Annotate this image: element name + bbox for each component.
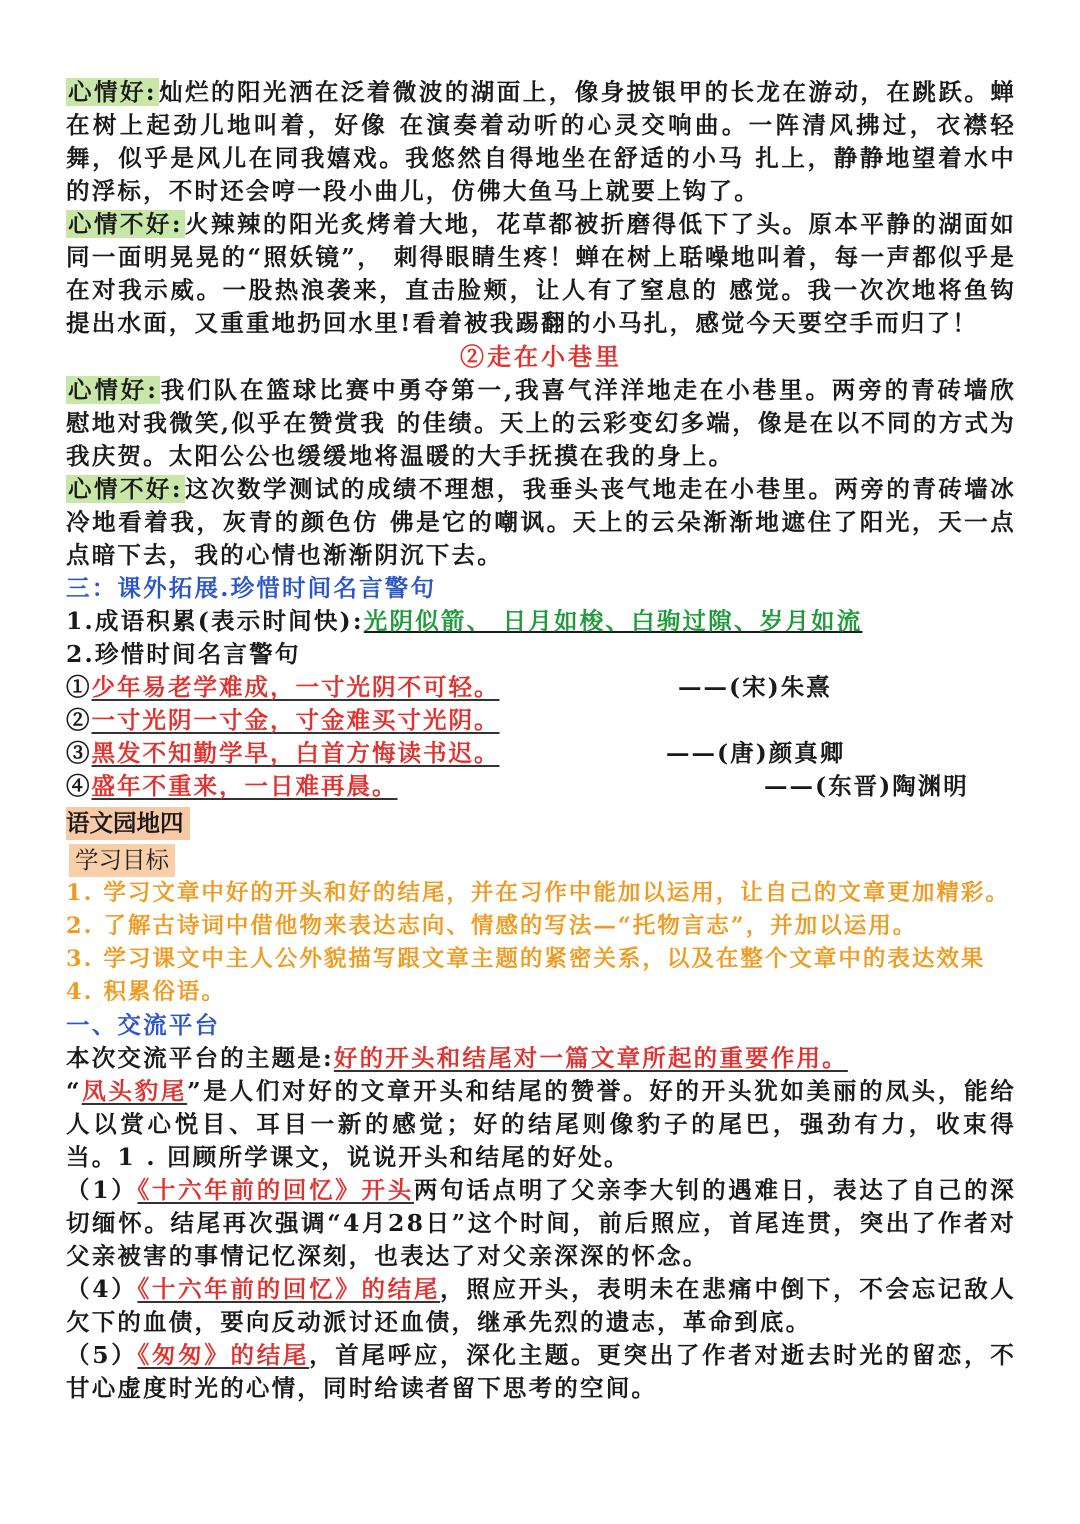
heading-extension: 三：课外拓展.珍惜时间名言警句 bbox=[66, 574, 437, 602]
item-text: ，首尾呼应，深化主题。更突出了作者对逝去时光的留恋，不甘心虚度时光的心情，同时给读者留下思考的空间。 bbox=[66, 1341, 1016, 1402]
text-good-mood: 灿烂的阳光洒在泛着微波的湖面上，像身披银甲的长龙在游动，在跳跃。蝉在树上起劲儿地叫着，好像 在演奏着动听的心灵交响曲。一阵清风拂过，衣襟轻舞，似乎是风儿在同我嬉戏。我悠然自得地坐在舒适的小马 扎上，静静地望着水中的浮标，不时还会哼一段小曲儿，仿佛大鱼马上就要上钩了。 bbox=[66, 78, 1016, 205]
item-text: ，照应开头，表明未在悲痛中倒下，不会忘记敌人欠下的血债，要向反动派讨还血债，继承先烈的遗志，革命到底。 bbox=[66, 1275, 1016, 1336]
item-title: 《十六年前的回忆》的结尾 bbox=[137, 1275, 441, 1303]
paragraph-bad-mood-alley bbox=[66, 473, 1016, 572]
item-4 bbox=[66, 1273, 1016, 1339]
goal-4: 4. 积累俗语。 bbox=[66, 979, 226, 1005]
idiom-prefix: 1.成语积累(表示时间快): bbox=[66, 607, 364, 635]
fengtou-term: 凤头豹尾 bbox=[81, 1077, 188, 1105]
text-bad-mood-2: 这次数学测试的成绩不理想，我垂头丧气地走在小巷里。两旁的青砖墙冰冷地看着我，灰青的颜色仿 佛是它的嘲讽。天上的云朵渐渐地遮住了阳光，天一点点暗下去，我的心情也渐渐阴沉下去。 bbox=[66, 475, 1016, 569]
section-title-alley: ②走在小巷里 bbox=[460, 342, 622, 371]
idiom-list: 光阴似箭、 日月如梭、白驹过隙、岁月如流 bbox=[363, 607, 863, 635]
item-1 bbox=[66, 1174, 1016, 1273]
heading-exchange-platform: 一、交流平台 bbox=[66, 1011, 221, 1039]
paragraph-good-mood-alley bbox=[66, 374, 1016, 473]
item-title: 《匆匆》的结尾 bbox=[137, 1341, 310, 1369]
goal-3: 3. 学习课文中主人公外貌描写跟文章主题的紧密关系，以及在整个文章中的表达效果 bbox=[66, 946, 986, 972]
quote-text: 盛年不重来，一日难再晨。 bbox=[91, 772, 398, 800]
quote-number: ④ bbox=[66, 772, 92, 800]
item-text: 两句话点明了父亲李大钊的遇难日，表达了自己的深切缅怀。结尾再次强调“4月28日”这个时间，前后照应，首尾连贯，突出了作者对父亲被害的事情记忆深刻，也表达了对父亲深深的怀念。 bbox=[66, 1176, 1016, 1270]
quote-text: 少年易老学难成，一寸光阴不可轻。 bbox=[91, 673, 500, 701]
item-number: （5） bbox=[66, 1341, 138, 1369]
fengtou-rest: ”是人们对好的文章开头和结尾的赞誉。好的开头犹如美丽的凤头，能给人以赏心悦目、耳目一新的感觉；好的结尾则像豹子的尾巴，强劲有力，收束得当。1 . 回顾所学课文，说说开头和结尾的好处。 bbox=[66, 1077, 1016, 1171]
item-number: （1） bbox=[66, 1176, 138, 1204]
quotes-title: 2.珍惜时间名言警句 bbox=[66, 640, 301, 668]
goal-1: 1. 学习文章中好的开头和好的结尾，并在习作中能加以运用，让自己的文章更加精彩。 bbox=[66, 880, 1010, 906]
theme-text: 好的开头和结尾对一篇文章所起的重要作用。 bbox=[333, 1044, 848, 1072]
quote-number: ③ bbox=[66, 739, 92, 767]
text-bad-mood: 火辣辣的阳光炙烤着大地，花草都被折磨得低下了头。原本平静的湖面如同一面明晃晃的“照妖镜”， 刺得眼睛生疼！蝉在树上聒噪地叫着，每一声都似乎是在对我示威。一股热浪袭来，直击脸颊，让人有了窒息的 感觉。我一次次地将鱼钩提出水面，又重重地扔回水里!看着被我踢翻的小马扎，感觉今天要空手而归了！ bbox=[66, 210, 1016, 337]
paragraph-bad-mood-fishing bbox=[66, 208, 1016, 340]
label-good-mood: 心情好: bbox=[68, 78, 157, 106]
text-good-mood-2: 我们队在篮球比赛中勇夺第一,我喜气洋洋地走在小巷里。两旁的青砖墙欣慰地对我微笑,似乎在赞赏我 的佳绩。天上的云彩变幻多端，像是在以不同的方式为我庆贺。太阳公公也缓缓地将温暖的大手抚摸在我的身上。 bbox=[66, 376, 1016, 470]
label-bad-mood-2: 心情不好: bbox=[68, 475, 183, 503]
quote-1 bbox=[66, 671, 1016, 704]
quote-4 bbox=[66, 770, 1016, 803]
quote-2 bbox=[66, 704, 1016, 737]
idiom-line bbox=[66, 605, 1016, 638]
item-5 bbox=[66, 1339, 1016, 1405]
goal-2: 2. 了解古诗词中借他物来表达志向、情感的写法—“托物言志”，并加以运用。 bbox=[66, 913, 918, 939]
content bbox=[66, 76, 1016, 1405]
quote-source: ——(东晋)陶渊明 bbox=[764, 772, 969, 800]
quote-text: 黑发不知勤学早，白首方悔读书迟。 bbox=[91, 739, 500, 767]
item-title: 《十六年前的回忆》开头 bbox=[137, 1176, 414, 1204]
item-number: （4） bbox=[66, 1275, 138, 1303]
heading-chinese-garden: 语文园地四 bbox=[66, 807, 190, 840]
theme-prefix: 本次交流平台的主题是: bbox=[66, 1044, 334, 1072]
paragraph-good-mood-fishing bbox=[66, 76, 1016, 208]
label-bad-mood: 心情不好: bbox=[68, 210, 183, 238]
paragraph-fengtou-baowei bbox=[66, 1075, 1016, 1174]
quote-text: 一寸光阴一寸金，寸金难买寸光阴。 bbox=[91, 706, 500, 734]
quote-3 bbox=[66, 737, 1016, 770]
quote-number: ① bbox=[66, 673, 92, 701]
quote-number: ② bbox=[66, 706, 92, 734]
label-good-mood-2: 心情好: bbox=[68, 376, 159, 404]
theme-line bbox=[66, 1042, 1016, 1075]
quote-source: ——(宋)朱熹 bbox=[678, 673, 832, 701]
quote-source: ——(唐)颜真卿 bbox=[666, 739, 846, 767]
learning-goals-tag: 学习目标 bbox=[69, 844, 175, 877]
quote-open: “ bbox=[66, 1077, 82, 1105]
